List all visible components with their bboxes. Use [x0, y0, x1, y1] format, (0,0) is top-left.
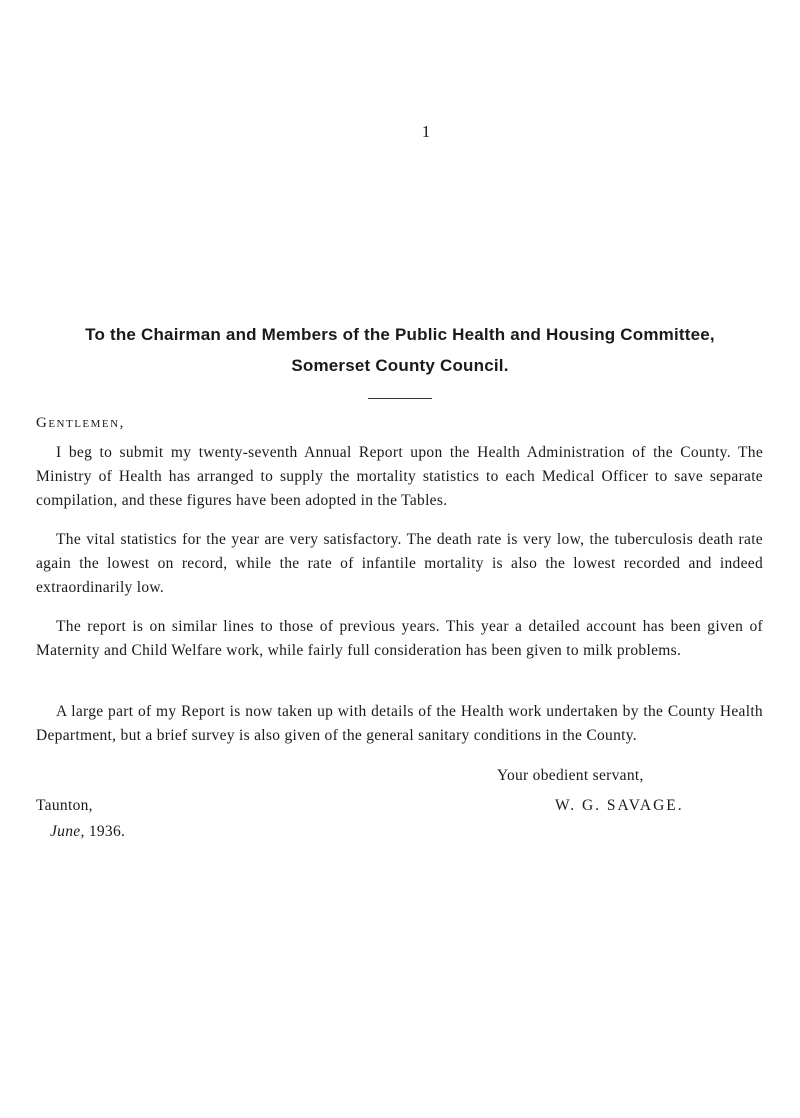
letter-date [50, 823, 125, 841]
paragraph-2: The vital statistics for the year are very satisfactory. The death rate is very low, the tuberculosis death rate again the lowest on record, while the rate of infantile mortality is also the lowest recorded and indeed extraordinarily low. [36, 531, 763, 596]
date-month: June, [50, 823, 85, 840]
signature: W. G. SAVAGE. [555, 797, 684, 814]
paragraph-1: I beg to submit my twenty-seventh Annual Report upon the Health Administration of the County. The Ministry of Health has arranged to supply the mortality statistics to each Medical Officer to save separate compilation, and these figures have been adopted in the Tables. [36, 444, 763, 509]
addressee-heading: To the Chairman and Members of the Public Health and Housing Committee, [85, 325, 715, 344]
date-year: 1936. [88, 823, 126, 840]
addressee-subheading: Somerset County Council. [291, 356, 509, 375]
paragraph-3: The report is on similar lines to those of previous years. This year a detailed account has been given of Maternity and Child Welfare work, while fairly full consideration has been given to milk problems. [36, 618, 763, 659]
place-name: Taunton, [36, 797, 93, 814]
divider-rule [368, 398, 432, 399]
page-number: 1 [421, 122, 431, 141]
closing-line: Your obedient servant, [497, 767, 644, 784]
salutation: Gentlemen, [36, 415, 125, 431]
paragraph-4: A large part of my Report is now taken up with details of the Health work undertaken by the County Health Department, but a brief survey is also given of the general sanitary conditions in the County. [36, 703, 763, 744]
